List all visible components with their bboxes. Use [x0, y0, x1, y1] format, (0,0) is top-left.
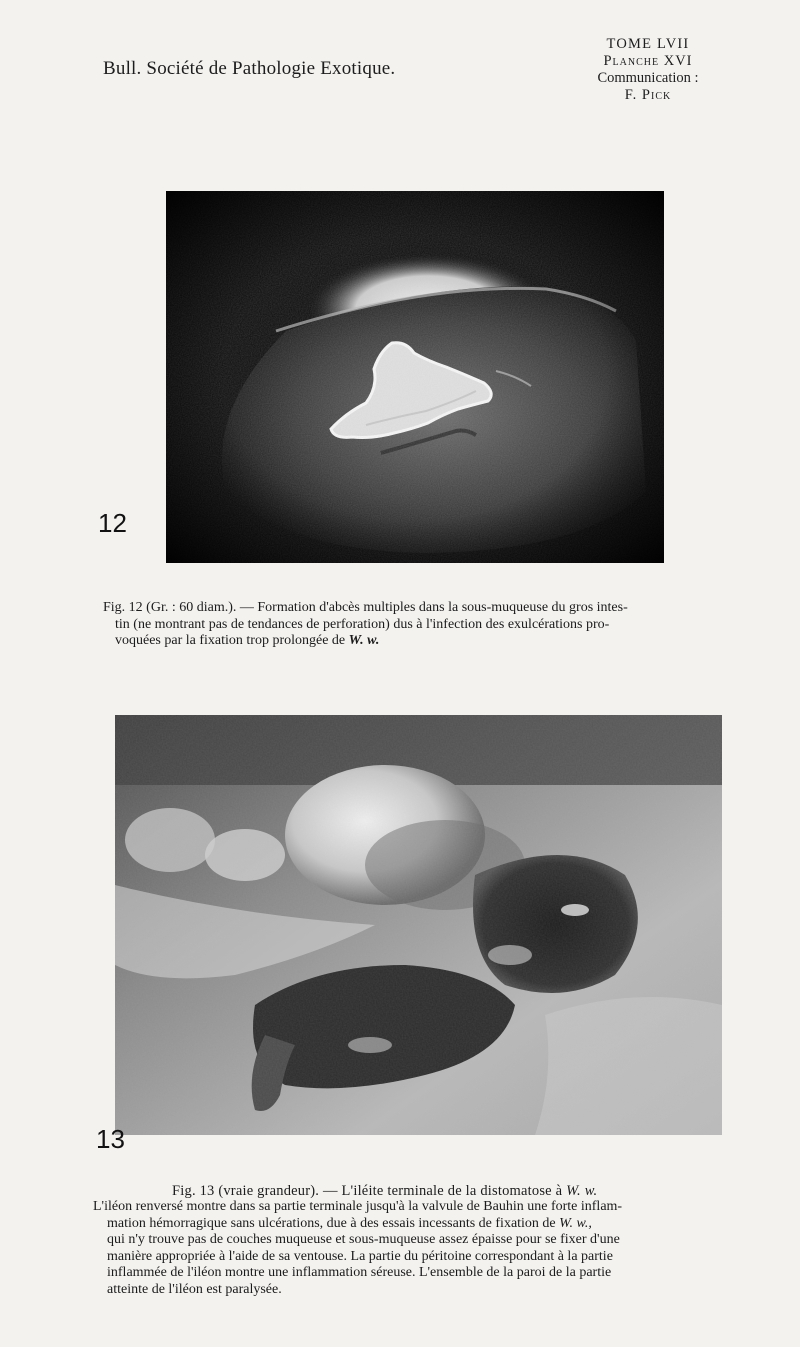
figure-12-number: 12 [98, 508, 127, 538]
planche-label: Planche XVI [603, 53, 693, 69]
figure-13-caption-line-2-text: mation hémorragique sans ulcérations, due à des essais incessants de fixation de [107, 1215, 556, 1231]
figure-13-caption-line-5: inflammée de l'iléon montre une inflammation séreuse. L'ensemble de la paroi de la partie [107, 1265, 612, 1280]
species-name: W. w., [559, 1215, 592, 1231]
plate-info [538, 36, 758, 104]
figure-13-caption-title-text: Fig. 13 (vraie grandeur). — L'iléite terminale de la distomatose à [172, 1183, 563, 1199]
figure-13-caption-line-3: qui n'y trouve pas de couches muqueuse et sous-muqueuse assez épaisse pour se fixer d'une [107, 1232, 620, 1247]
figure-12-caption-line-1: Fig. 12 (Gr. : 60 diam.). — Formation d'abcès multiples dans la sous-muqueuse du gros intes- [103, 600, 628, 615]
communication-label: Communication : [597, 70, 699, 86]
figure-12-caption-line-3-text: voquées par la fixation trop prolongée de [115, 633, 346, 648]
figure-12-caption-line-3 [103, 633, 748, 650]
figure-13-caption [93, 1199, 736, 1298]
species-name: W. w. [566, 1183, 598, 1199]
species-name: W. w. [348, 633, 380, 648]
author-label: F. Pick [624, 87, 672, 103]
figure-13-photograph [115, 715, 722, 1135]
figure-12-caption-line-2: tin (ne montrant pas de tendances de perforation) dus à l'infection des exulcérations pro- [115, 616, 610, 632]
journal-title: Bull. Société de Pathologie Exotique. [103, 58, 396, 79]
figure-13-caption-line-1: L'iléon renversé montre dans sa partie terminale jusqu'à la valvule de Bauhin une forte inflam- [93, 1199, 623, 1214]
figure-13-caption-line-4: manière appropriée à l'aide de sa ventouse. La partie du péritoine correspondant à la partie [107, 1248, 613, 1264]
figure-13-number: 13 [96, 1124, 125, 1154]
tome-label: TOME LVII [606, 36, 690, 52]
figure-12-caption [103, 600, 748, 650]
figure-13-caption-line-2 [93, 1216, 736, 1233]
figure-13-caption-title [172, 1183, 597, 1200]
figure-12-micrograph [166, 191, 664, 563]
figure-13-caption-line-6: atteinte de l'iléon est paralysée. [107, 1281, 282, 1297]
